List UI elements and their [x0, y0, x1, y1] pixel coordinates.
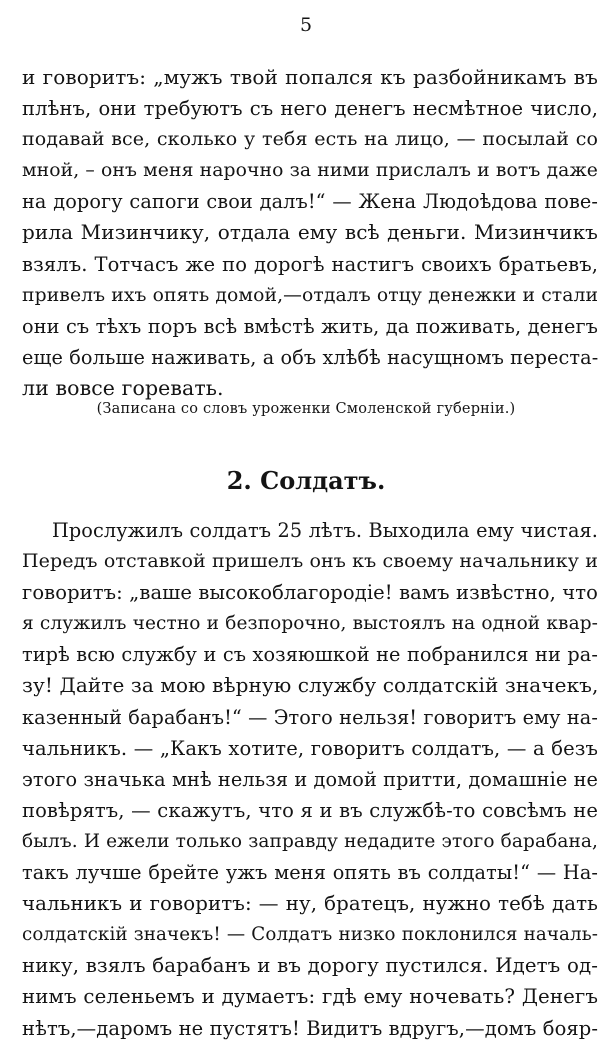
- text-line: на дорогу сапоги свои далъ!“ — Жена Людоѣдова пове-: [22, 190, 598, 214]
- text-line: мной, – онъ меня нарочно за ними прислалъ и вотъ даже: [22, 160, 598, 182]
- text-line: я служилъ честно и безпорочно, выстоялъ на одной квар-: [22, 613, 598, 635]
- story-title: 2. Солдатъ.: [226, 466, 386, 495]
- text-line: привелъ ихъ опять домой,—отдалъ отцу денежки и стали: [22, 284, 599, 306]
- text-line: ли вовсе горевать.: [22, 375, 224, 400]
- text-line: взялъ. Тотчасъ же по дорогѣ настигъ своихъ братьевъ,: [22, 252, 598, 276]
- text-line: былъ. И ежели только заправду недадите этого барабана,: [22, 830, 598, 852]
- story1-ending: [22, 62, 598, 404]
- text-line: такъ лучше брейте ужъ меня опять въ солдаты!“ — На-: [22, 861, 598, 885]
- text-line: повѣрятъ, — скажутъ, что я и въ службѣ-то совсѣмъ не: [22, 798, 598, 822]
- text-line: солдатскій значекъ! — Солдатъ низко поклонился началь-: [22, 924, 598, 946]
- text-line: подавай все, сколько у тебя есть на лицо, — посылай со: [22, 128, 598, 151]
- text-line: казенный барабанъ!“ — Этого нельзя! говоритъ ему на-: [22, 705, 598, 729]
- text-line: чальникъ и говоритъ: — ну, братецъ, нужно тебѣ дать: [22, 892, 598, 916]
- text-line: чальникъ. — „Какъ хотите, говоритъ солдатъ, — а безъ: [22, 736, 598, 760]
- story2-text: [22, 515, 598, 1044]
- page-number: 5: [299, 14, 313, 36]
- text-line: говоритъ: „ваше высокоблагородіе! вамъ извѣстно, что: [22, 581, 598, 605]
- text-line: тирѣ всю службу и съ хозяюшкой не побранился ни ра-: [22, 643, 598, 667]
- text-line: зу! Дайте за мою вѣрную службу солдатскій значекъ,: [22, 673, 599, 698]
- text-line: Передъ отставкой пришелъ онъ къ своему начальнику и: [22, 550, 598, 573]
- text-line: Прослужилъ солдатъ 25 лѣтъ. Выходила ему чистая.: [52, 519, 598, 542]
- text-line: нимъ селеньемъ и думаетъ: гдѣ ему ночевать? Денегъ: [22, 985, 598, 1009]
- source-note: (Записана со словъ уроженки Смоленской губерніи.): [96, 401, 516, 417]
- text-line: этого значька мнѣ нельзя и домой притти, домашніе не: [22, 767, 598, 791]
- text-line: еще больше наживать, а объ хлѣбѣ насущномъ переста-: [22, 345, 599, 369]
- text-line: они съ тѣхъ поръ всѣ вмѣстѣ жить, да поживать, денегъ: [22, 314, 598, 338]
- text-line: и говоритъ: „мужъ твой попался къ разбойникамъ въ: [22, 65, 598, 89]
- text-line: нику, взялъ барабанъ и въ дорогу пустился. Идетъ од-: [22, 954, 598, 978]
- text-line: нѣтъ,—даромъ не пустятъ! Видитъ вдругъ,—домъ бояр-: [22, 1016, 599, 1040]
- text-line: плѣнъ, они требуютъ съ него денегъ несмѣтное число,: [22, 97, 598, 121]
- text-line: рила Мизинчику, отдала ему всѣ деньги. Мизинчикъ: [22, 220, 598, 245]
